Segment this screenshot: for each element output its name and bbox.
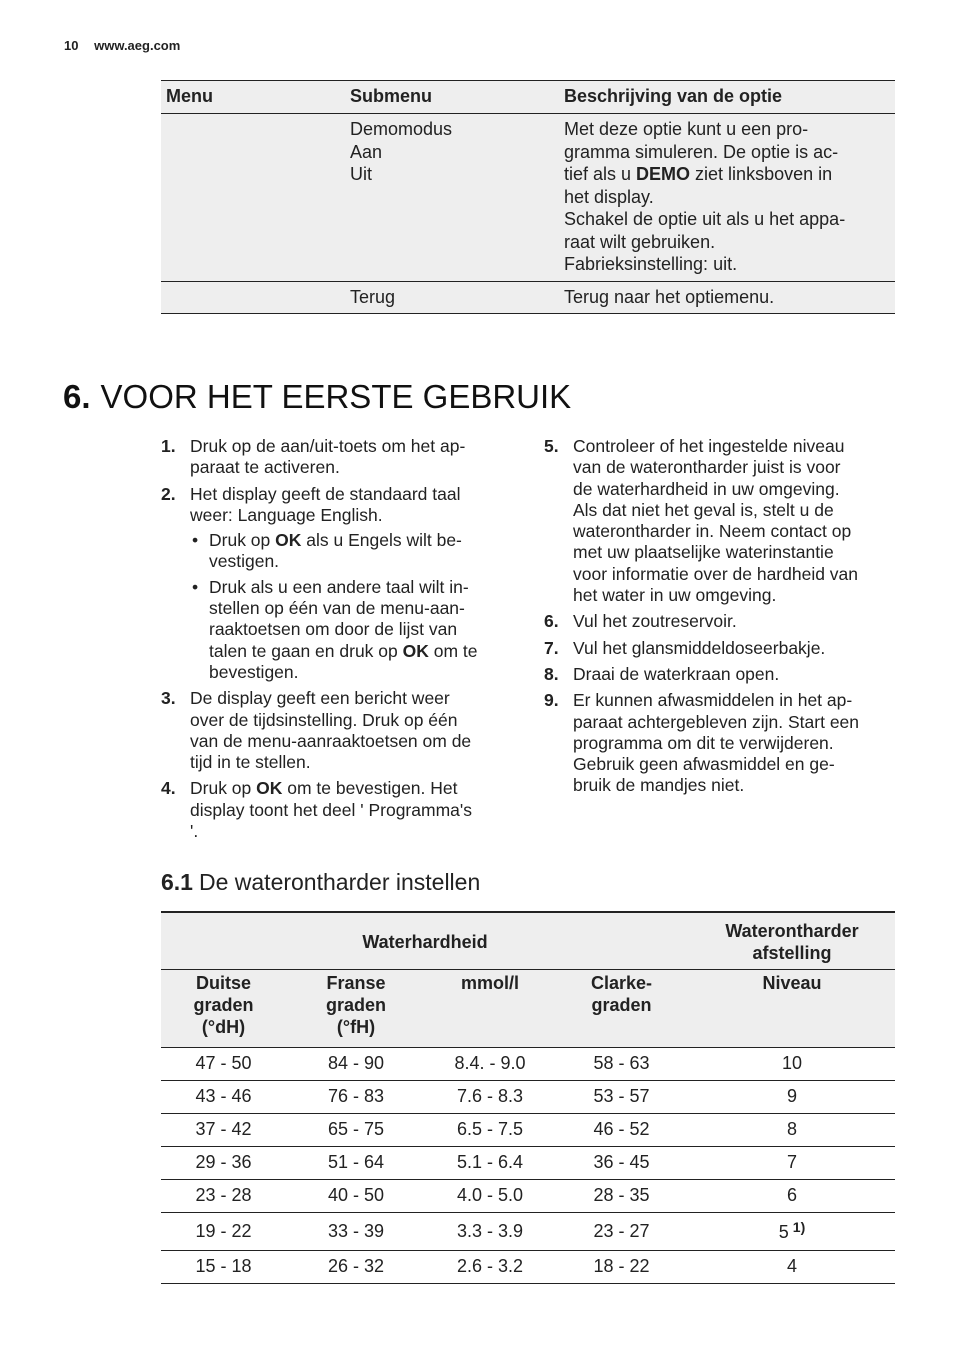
step-text-line: het water in uw omgeving.: [573, 585, 777, 606]
step-item: [161, 484, 521, 684]
bullet-text-line: vestigen.: [209, 551, 280, 572]
step-number: 1.: [161, 436, 176, 456]
water-table-row: [161, 1179, 895, 1212]
section-title: VOOR HET EERSTE GEBRUIK: [100, 378, 572, 415]
step-text-line: display toont het deel ' Programma's: [190, 799, 472, 820]
description-line: Met deze optie kunt u een pro-: [564, 119, 809, 139]
step-text-line: waterontharder in. Neem contact op: [573, 521, 852, 542]
step-item: [544, 690, 904, 796]
cell-mmol: 5.1 - 6.4: [426, 1146, 554, 1179]
description-line: gramma simuleren. De optie is ac-: [564, 141, 839, 162]
water-table-group-row: [161, 912, 895, 969]
step-number: 7.: [544, 637, 559, 658]
step-number: 8.: [544, 663, 559, 684]
cell-dh: 15 - 18: [161, 1250, 286, 1283]
cell-clarke: 58 - 63: [554, 1047, 689, 1080]
step-text-line: van de menu-aanraaktoetsen om de: [190, 730, 472, 751]
step-number: 9.: [544, 690, 559, 711]
subsection-title: De waterontharder instellen: [198, 869, 481, 895]
step-text-line: Als dat niet het geval is, stelt u de: [573, 499, 834, 520]
water-table-row: [161, 1212, 895, 1250]
cell-fh: 65 - 75: [286, 1113, 426, 1146]
cell-clarke: 46 - 52: [554, 1113, 689, 1146]
group-header-line: Waterontharder: [725, 920, 859, 941]
water-table-column-row: [161, 969, 895, 1047]
bullet-text-line: Druk als u een andere taal wilt in-: [209, 576, 469, 597]
cell-fh: 33 - 39: [286, 1212, 426, 1250]
step-item: [161, 688, 521, 773]
bullet-text-line: Druk op OK als u Engels wilt be-: [209, 530, 462, 551]
steps-right-column: [544, 436, 904, 802]
submenu-line: Terug: [350, 286, 396, 307]
step-text-line: programma om dit te verwijderen.: [573, 732, 834, 753]
step-text-line: paraat te activeren.: [190, 457, 340, 478]
step-text-line: De display geeft een bericht weer: [190, 688, 450, 709]
column-header-line: (°dH): [201, 1016, 246, 1037]
column-header-line: graden: [591, 994, 652, 1015]
cell-dh: 37 - 42: [161, 1113, 286, 1146]
cell-mmol: 6.5 - 7.5: [426, 1113, 554, 1146]
step-item: [544, 638, 904, 659]
submenu-cell: [345, 281, 559, 314]
water-table-row: [161, 1113, 895, 1146]
water-table-row: [161, 1250, 895, 1283]
description-cell: [559, 281, 895, 314]
group-header-afstelling: [689, 912, 895, 969]
step-text-line: over de tijdsinstelling. Druk op één: [190, 709, 458, 730]
description-line: Fabrieksinstelling: uit.: [564, 254, 738, 274]
menu-table-row: [161, 281, 895, 314]
menu-cell: [161, 114, 345, 282]
water-table-row: [161, 1080, 895, 1113]
menu-table-header-row: [161, 81, 895, 114]
cell-dh: 43 - 46: [161, 1080, 286, 1113]
cell-mmol: 4.0 - 5.0: [426, 1179, 554, 1212]
cell-level: 7: [689, 1146, 895, 1179]
submenu-line: Demomodus: [350, 119, 453, 139]
step-item: [161, 778, 521, 842]
cell-clarke: 28 - 35: [554, 1179, 689, 1212]
step-item: [544, 611, 904, 632]
cell-clarke: 53 - 57: [554, 1080, 689, 1113]
cell-level: 9: [689, 1080, 895, 1113]
cell-dh: 19 - 22: [161, 1212, 286, 1250]
cell-level: 4: [689, 1250, 895, 1283]
step-item: [161, 436, 521, 479]
cell-fh: 26 - 32: [286, 1250, 426, 1283]
submenu-line: Aan: [350, 141, 383, 162]
cell-clarke: 23 - 27: [554, 1212, 689, 1250]
step-text-line: Druk op de aan/uit-toets om het ap-: [190, 436, 466, 456]
cell-level: 6: [689, 1179, 895, 1212]
column-header-line: graden: [193, 994, 254, 1015]
description-line: het display.: [564, 186, 654, 207]
step-item: [544, 436, 904, 606]
cell-clarke: 36 - 45: [554, 1146, 689, 1179]
bullet-icon: •: [192, 576, 199, 597]
subsection-heading: [161, 869, 480, 896]
cell-fh: 84 - 90: [286, 1047, 426, 1080]
water-table-row: [161, 1047, 895, 1080]
cell-fh: 40 - 50: [286, 1179, 426, 1212]
step-number: 4.: [161, 778, 176, 799]
column-header: [689, 969, 895, 1047]
step-text-line: Vul het glansmiddeldoseerbakje.: [573, 637, 826, 658]
col-header-description: Beschrijving van de optie: [559, 81, 895, 114]
bullet-text-line: stellen op één van de menu-aan-: [209, 598, 465, 619]
bullet-item: [190, 577, 521, 683]
cell-clarke: 18 - 22: [554, 1250, 689, 1283]
bullet-text-line: bevestigen.: [209, 661, 299, 682]
step-text-line: Draai de waterkraan open.: [573, 663, 780, 684]
step-number: 6.: [544, 611, 559, 632]
cell-dh: 29 - 36: [161, 1146, 286, 1179]
column-header: [286, 969, 426, 1047]
step-text-line: Vul het zoutreservoir.: [573, 611, 737, 632]
step-text-line: voor informatie over de hardheid van: [573, 563, 859, 584]
step-text-line: paraat achtergebleven zijn. Start een: [573, 711, 860, 732]
cell-dh: 47 - 50: [161, 1047, 286, 1080]
bold-keyword: OK: [402, 640, 429, 661]
step-text-line: '.: [190, 821, 199, 842]
column-header-line: mmol/l: [460, 972, 519, 993]
column-header: [554, 969, 689, 1047]
step-text-line: Het display geeft de standaard taal: [190, 483, 461, 504]
step-number: 2.: [161, 483, 176, 504]
step-number: 5.: [544, 436, 559, 456]
steps-left-column: [161, 436, 521, 847]
description-line: Terug naar het optiemenu.: [564, 286, 775, 307]
page-header: [64, 38, 192, 53]
cell-dh: 23 - 28: [161, 1179, 286, 1212]
column-header-line: graden: [325, 994, 386, 1015]
step-text-line: tijd in te stellen.: [190, 752, 311, 773]
bold-keyword: OK: [256, 778, 283, 799]
menu-options-table: [161, 80, 895, 314]
column-header-line: Clarke-: [590, 972, 653, 993]
description-line: Schakel de optie uit als u het appa-: [564, 209, 846, 229]
group-header-line: afstelling: [752, 942, 832, 963]
step-text-line: met uw plaatselijke waterinstantie: [573, 542, 834, 563]
column-header-line: (°fH): [336, 1016, 376, 1037]
cell-level: 8: [689, 1113, 895, 1146]
water-hardness-table: [161, 911, 895, 1284]
step-text-line: Er kunnen afwasmiddelen in het ap-: [573, 690, 853, 711]
section-heading: [63, 378, 571, 416]
cell-fh: 51 - 64: [286, 1146, 426, 1179]
step-text-line: bruik de mandjes niet.: [573, 775, 745, 796]
website-link[interactable]: www.aeg.com: [94, 38, 181, 53]
cell-mmol: 3.3 - 3.9: [426, 1212, 554, 1250]
column-header: [161, 969, 286, 1047]
column-header: [426, 969, 554, 1047]
description-line: raat wilt gebruiken.: [564, 231, 716, 252]
page-number: 10: [64, 38, 79, 53]
water-table-row: [161, 1146, 895, 1179]
column-header-line: Franse: [326, 972, 386, 993]
cell-level: 5 $^{1)}$: [689, 1212, 895, 1250]
step-item: [544, 664, 904, 685]
bold-keyword: DEMO: [636, 164, 691, 184]
bullet-icon: •: [192, 530, 199, 551]
submenu-cell: [345, 114, 559, 282]
menu-cell: [161, 281, 345, 314]
description-line: tief als u DEMO ziet linksboven in: [564, 164, 833, 184]
description-cell: [559, 114, 895, 282]
step-text-line: van de waterontharder juist is voor: [573, 457, 841, 478]
step-number: 3.: [161, 688, 176, 709]
cell-mmol: 8.4. - 9.0: [426, 1047, 554, 1080]
step-text-line: de waterhardheid in uw omgeving.: [573, 478, 840, 499]
cell-level: 10: [689, 1047, 895, 1080]
column-header-line: Niveau: [762, 972, 822, 993]
section-number: 6.: [63, 378, 91, 415]
step-text-line: Gebruik geen afwasmiddel en ge-: [573, 754, 835, 775]
footnote-marker: 1): [792, 1219, 806, 1235]
cell-mmol: 2.6 - 3.2: [426, 1250, 554, 1283]
cell-fh: 76 - 83: [286, 1080, 426, 1113]
step-text-line: weer: Language English.: [190, 504, 383, 525]
group-header-waterhardheid: Waterhardheid: [161, 912, 689, 969]
bullet-text-line: talen te gaan en druk op OK om te: [209, 640, 478, 661]
bold-keyword: OK: [275, 530, 302, 551]
cell-mmol: 7.6 - 8.3: [426, 1080, 554, 1113]
col-header-submenu: Submenu: [345, 81, 559, 114]
subsection-number: 6.1: [161, 869, 193, 895]
step-text-line: Druk op OK om te bevestigen. Het: [190, 778, 458, 799]
bullet-item: [190, 530, 521, 573]
bullet-text-line: raaktoetsen om door de lijst van: [209, 619, 458, 640]
step-text-line: Controleer of het ingestelde niveau: [573, 436, 845, 456]
column-header-line: Duitse: [195, 972, 251, 993]
col-header-menu: Menu: [161, 81, 345, 114]
submenu-line: Uit: [350, 164, 372, 184]
menu-table-row: [161, 114, 895, 282]
